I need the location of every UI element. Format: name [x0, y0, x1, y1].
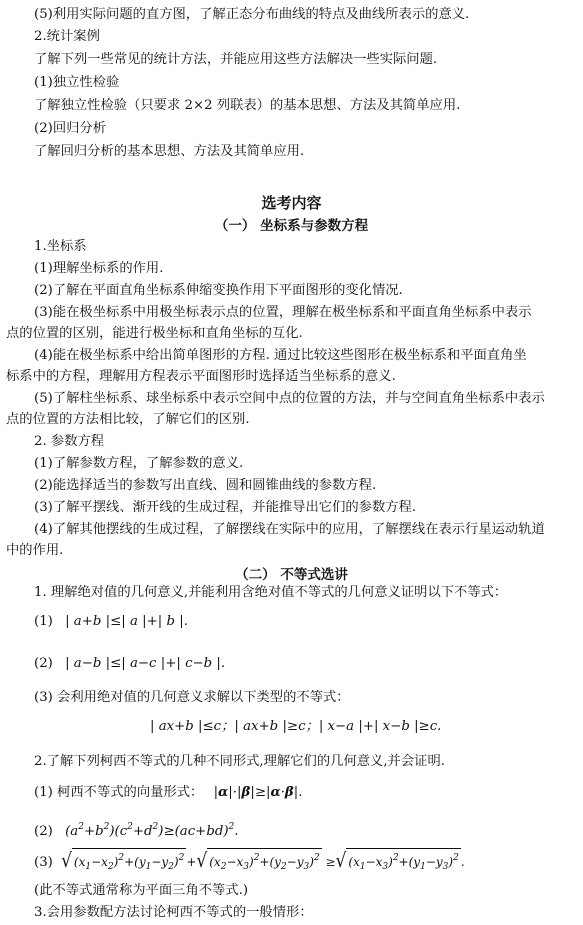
text-line: (此不等式通常称为平面三角不等式.)	[34, 883, 249, 898]
subsection-title: （一） 坐标系与参数方程	[214, 218, 369, 234]
text-line: (2)了解在平面直角坐标系伸缩变换作用下平面图形的变化情况.	[34, 283, 403, 298]
item-label: (2)	[34, 824, 53, 839]
item-label: (2)	[34, 656, 53, 671]
item-label: (1)	[34, 614, 53, 629]
text-line: 点的位置的方法相比较，了解它们的区别.	[6, 412, 250, 427]
formula: |α|·|β|≥|α·β|.	[213, 785, 303, 800]
item-label: (1) 柯西不等式的向量形式：	[34, 785, 204, 800]
text-line: (1)独立性检验	[34, 75, 120, 90]
text-line: (4)了解其他摆线的生成过程，了解摆线在实际中的应用，了解摆线在表示行星运动轨道	[34, 522, 545, 537]
text-line: 2. 参数方程	[34, 434, 105, 449]
text-line: (4)能在极坐标系中给出简单图形的方程. 通过比较这些图形在极坐标系和平面直角坐	[34, 348, 527, 363]
text-line: (5)了解柱坐标系、球坐标系中表示空间中点的位置的方法，并与空间直角坐标系中表示	[34, 391, 545, 406]
formula-line	[150, 718, 575, 736]
text-line: (3)能在极坐标系中用极坐标表示点的位置，理解在极坐标系和平面直角坐标系中表示	[34, 305, 532, 320]
text-line: 了解回归分析的基本思想、方法及其简单应用.	[34, 144, 305, 159]
text-line: 了解下列一些常见的统计方法，并能应用这些方法解决一些实际问题.	[34, 52, 438, 67]
section-title: 选考内容	[261, 194, 322, 212]
text-line: 标系中的方程，理解用方程表示平面图形时选择适当坐标系的意义.	[6, 369, 396, 384]
formula-line	[34, 655, 575, 673]
text-line: 2.统计案例	[34, 29, 100, 44]
text-line: 3.会用参数配方法讨论柯西不等式的一般情形：	[34, 905, 313, 920]
text-line: (3) 会利用绝对值的几何意义求解以下类型的不等式：	[34, 690, 350, 705]
text-line: (1)了解参数方程，了解参数的意义.	[34, 456, 244, 471]
text-line: (2)回归分析	[34, 121, 107, 136]
text-line: (1)理解坐标系的作用.	[34, 261, 164, 276]
formula: √ $(x_1-x_2)^2+(y_1-y_2)^2$ +√ $(x_2-x_3)^2+(y_2-y_3)^2$ ≥√ $(x_1-x_3)^2+(y_1-y_3)^2$ .	[61, 855, 465, 869]
formula-line	[34, 784, 575, 802]
text-line: 1. 理解绝对值的几何意义,并能利用含绝对值不等式的几何意义证明以下不等式：	[34, 585, 508, 600]
text-line: (2)能选择适当的参数写出直线、圆和圆锥曲线的参数方程.	[34, 478, 377, 493]
formula-line	[34, 613, 575, 631]
text-line: (5)利用实际问题的直方图，了解正态分布曲线的特点及曲线所表示的意义.	[34, 7, 470, 22]
text-line: 点的位置的区别，能进行极坐标和直角坐标的互化.	[6, 326, 303, 341]
item-label: (3)	[34, 855, 53, 870]
text-line: 了解独立性检验（只要求 2×2 列联表）的基本思想、方法及其简单应用.	[34, 98, 461, 113]
formula: | a−b |≤| a−c |+| c−b |.	[65, 656, 226, 671]
formula: $(a^2+b^2)(c^2+d^2)\ge(ac+bd)^2$.	[65, 822, 239, 839]
text-line: 2.了解下列柯西不等式的几种不同形式,理解它们的几何意义,并会证明.	[34, 754, 445, 769]
formula: | a+b |≤| a |+| b |.	[65, 614, 188, 629]
text-line: 中的作用.	[6, 543, 64, 558]
text-line: 1.坐标系	[34, 239, 87, 254]
subsection-title: （二） 不等式选讲	[235, 567, 348, 583]
formula: | ax+b |≤c；| ax+b |≥c；| x−a |+| x−b |≥c.	[150, 719, 442, 734]
text-line: (3)了解平摆线、渐开线的生成过程，并能推导出它们的参数方程.	[34, 500, 417, 515]
formula-line	[34, 818, 575, 841]
formula-line	[34, 848, 575, 876]
